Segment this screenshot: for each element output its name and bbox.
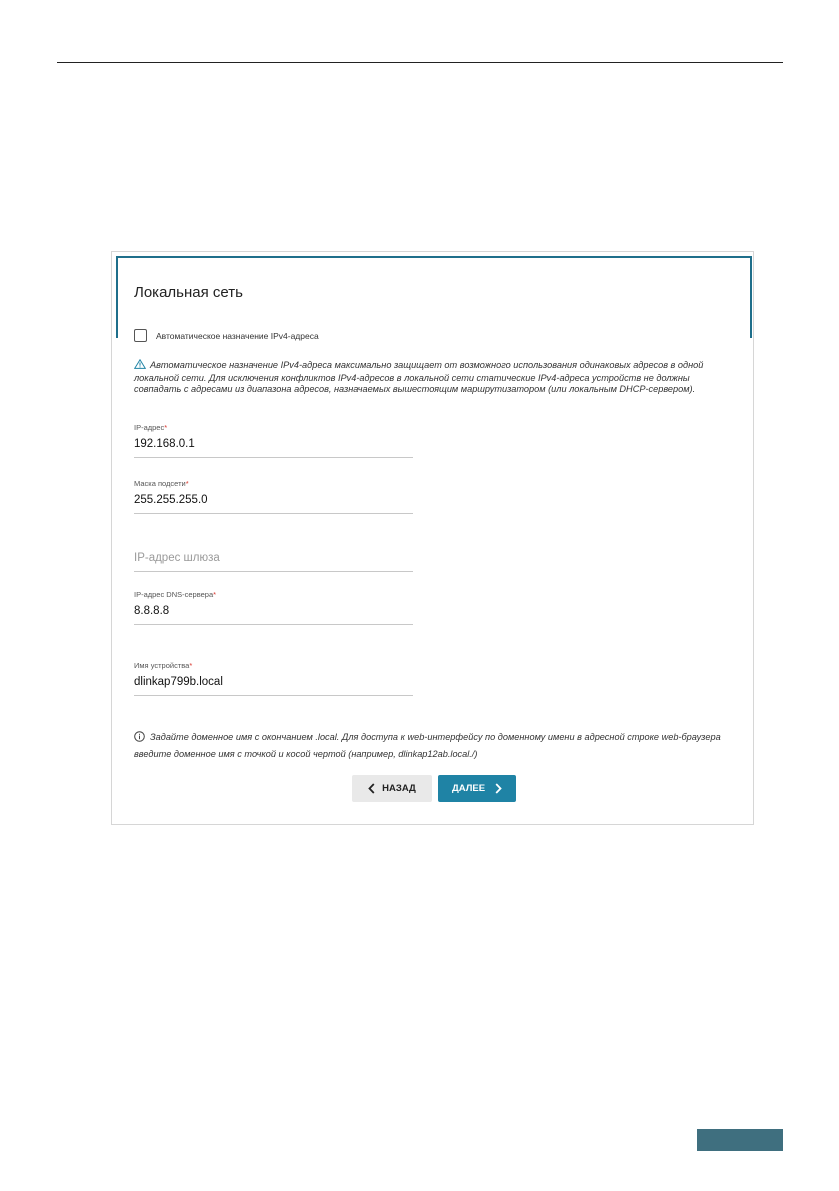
subnet-mask-input[interactable]: 255.255.255.0 [134, 494, 208, 506]
page-number-tab [697, 1129, 783, 1151]
warning-text: Автоматическое назначение IPv4-адреса максимально защищает от возможного использования одинаковых адресов в одной локальной сети. Для исключения конфликтов IPv4-адресов в локальной сети статические IPv4-адреса устройств не должны совпадать с адресами из диапазона адресов, назначаемых вышестоящим маршрутизатором (или локальным DHCP-сервером). [134, 360, 704, 394]
chevron-right-icon [485, 783, 502, 794]
auto-ipv4-label: Автоматическое назначение IPv4-адреса [156, 330, 319, 341]
device-name-label: Имя устройства [134, 661, 190, 670]
ip-address-field[interactable] [134, 423, 413, 458]
gateway-input[interactable]: IP-адрес шлюза [134, 552, 220, 564]
next-button[interactable] [438, 775, 516, 802]
required-mark: * [213, 590, 217, 599]
page-header-rule [57, 62, 783, 63]
required-mark: * [189, 661, 193, 670]
auto-ipv4-checkbox[interactable] [134, 329, 147, 342]
lan-settings-screenshot [111, 251, 754, 825]
warning-message [134, 359, 734, 396]
device-name-field[interactable] [134, 661, 413, 696]
required-mark: * [164, 423, 168, 432]
required-mark: * [185, 479, 189, 488]
dns-server-input[interactable]: 8.8.8.8 [134, 605, 170, 617]
gateway-field[interactable] [134, 552, 413, 572]
info-circle-icon [134, 731, 145, 747]
page-title: Локальная сеть [134, 284, 243, 301]
next-button-label: ДАЛЕЕ [451, 783, 486, 794]
auto-ipv4-row[interactable] [134, 329, 319, 342]
info-message [134, 730, 734, 762]
warning-triangle-icon [134, 359, 146, 373]
dns-server-label: IP-адрес DNS-сервера [134, 590, 214, 599]
ip-address-label: IP-адрес [134, 423, 165, 432]
subnet-mask-field[interactable] [134, 479, 413, 514]
dns-server-field[interactable] [134, 590, 413, 625]
subnet-mask-label: Маска подсети [134, 479, 186, 488]
info-text: Задайте доменное имя с окончанием .local. Для доступа к web-интерфейсу по доменному имени в адресной строке web-браузера введите доменное имя с точкой и косой чертой (например, dlinkap12ab.local./) [134, 732, 721, 759]
chevron-left-icon [368, 783, 382, 794]
back-button[interactable] [352, 775, 432, 802]
device-name-input[interactable]: dlinkap799b.local [134, 676, 223, 688]
ip-address-input[interactable]: 192.168.0.1 [134, 438, 195, 450]
back-button-label: НАЗАД [382, 783, 416, 794]
